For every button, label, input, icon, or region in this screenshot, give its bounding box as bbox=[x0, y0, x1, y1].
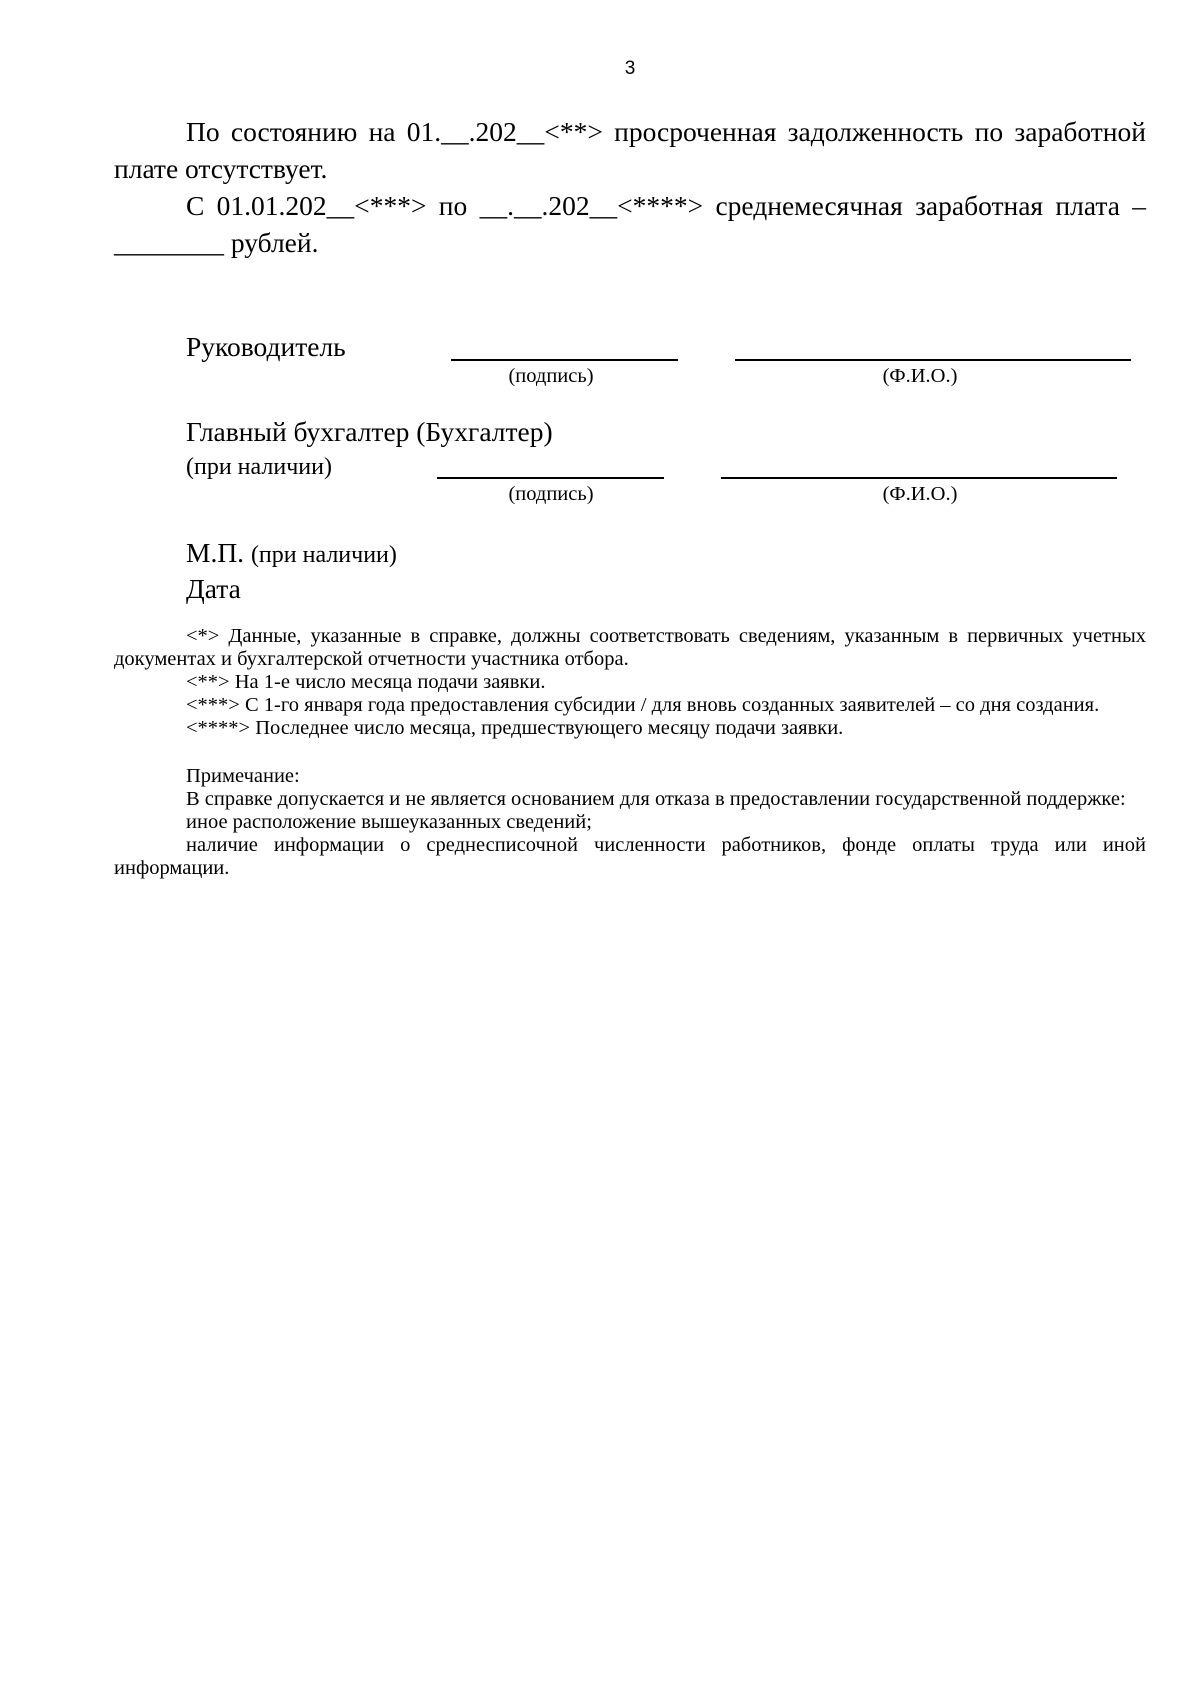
footnote-2: <**> На 1-е число месяца подачи заявки. bbox=[186, 671, 546, 693]
stamp-note: (при наличии) bbox=[250, 542, 397, 568]
note-line-2: иное расположение вышеуказанных сведений; bbox=[186, 811, 592, 833]
note-line-3: наличие информации о среднесписочной численности работников, фонде оплаты труда или иной информации. bbox=[114, 834, 1146, 879]
note-line-1: В справке допускается и не является основанием для отказа в предоставлении государственной поддержке: bbox=[186, 788, 1126, 810]
footnote-1: <*> Данные, указанные в справке, должны соответствовать сведениям, указанным в первичных учетных документах и бухгалтерской отчетности участника отбора. bbox=[114, 625, 1146, 670]
salary-statement: С 01.01.202__<***> по __.__.202__<****> среднемесячная заработная плата – ________ рублей. bbox=[114, 190, 1146, 258]
page-number: 3 bbox=[624, 58, 636, 79]
accountant-signature-line bbox=[437, 477, 664, 479]
accountant-name-line bbox=[721, 477, 1117, 479]
stamp-line bbox=[186, 536, 397, 572]
director-name-line bbox=[735, 359, 1131, 361]
director-signature-line bbox=[451, 359, 678, 361]
accountant-signature-caption: (подпись) bbox=[508, 483, 594, 505]
accountant-subtitle: (при наличии) bbox=[186, 454, 332, 480]
accountant-name-caption: (Ф.И.О.) bbox=[882, 483, 958, 505]
director-signature-caption: (подпись) bbox=[508, 365, 594, 387]
main-text bbox=[114, 113, 1146, 261]
stamp-block bbox=[186, 536, 397, 606]
footnote-3: <***> С 1-го января года предоставления субсидии / для вновь созданных заявителей – со дня создания. bbox=[186, 694, 1100, 716]
debt-statement: По состоянию на 01.__.202__<**> просроченная задолженность по заработной плате отсутствует. bbox=[114, 116, 1146, 184]
footnotes-gap bbox=[114, 740, 1146, 765]
footnotes bbox=[114, 625, 1146, 880]
director-title: Руководитель bbox=[186, 331, 346, 362]
footnote-4: <****> Последнее число месяца, предшествующего месяцу подачи заявки. bbox=[186, 717, 844, 739]
director-name-caption: (Ф.И.О.) bbox=[882, 365, 958, 387]
stamp-label: М.П. bbox=[186, 537, 245, 568]
note-title: Примечание: bbox=[186, 765, 300, 787]
accountant-title: Главный бухгалтер (Бухгалтер) bbox=[186, 416, 553, 447]
date-label: Дата bbox=[186, 573, 241, 604]
